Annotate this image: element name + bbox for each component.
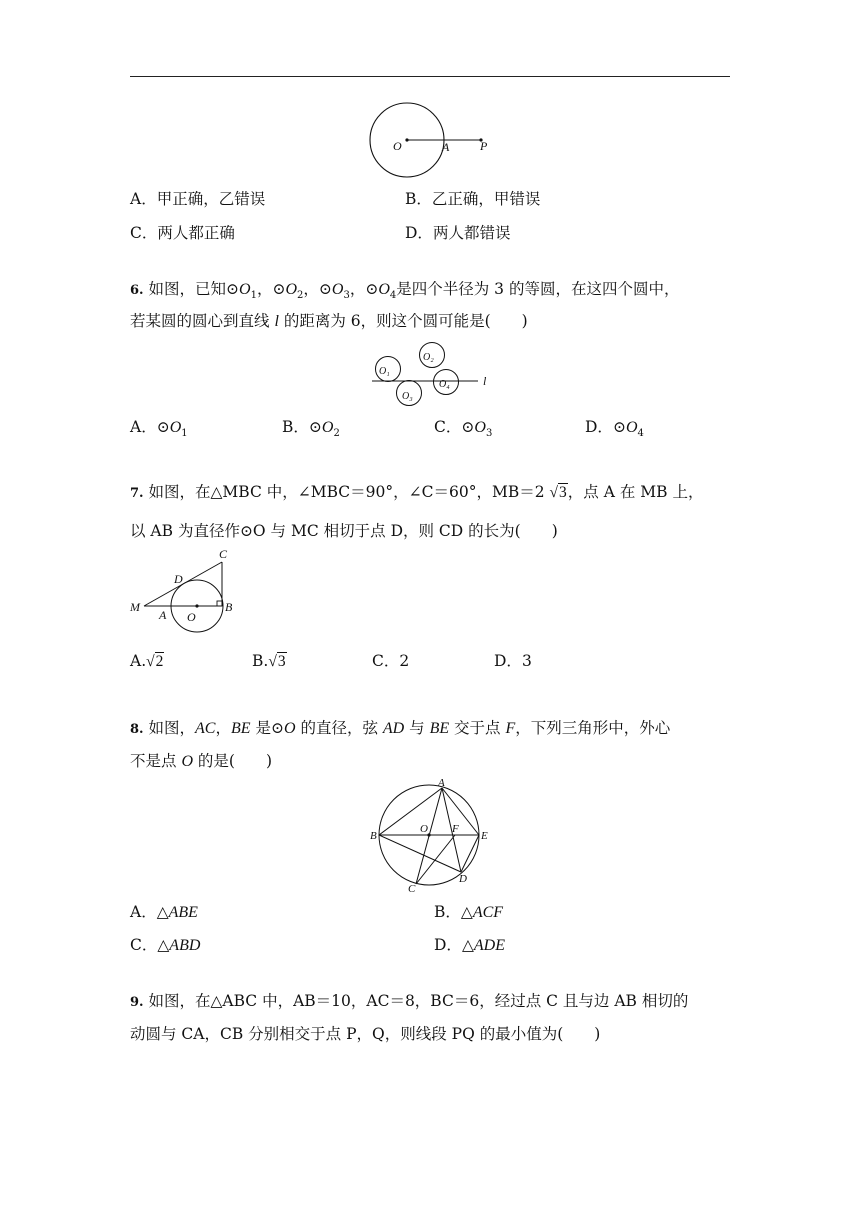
q5-label-o: O xyxy=(393,139,402,153)
q5-label-a: A xyxy=(442,140,450,154)
q5-point-o xyxy=(405,138,408,141)
q7-option-b[interactable]: B.√3 xyxy=(252,652,286,670)
q8-option-a[interactable]: A．△ABE xyxy=(130,903,198,921)
q7-stem-line2: 以 AB 为直径作⊙O 与 MC 相切于点 D，则 CD 的长为( ) xyxy=(130,522,558,540)
q7-right-angle xyxy=(217,601,222,606)
q8-label-b: B xyxy=(370,830,377,842)
q5-label-p: P xyxy=(480,139,488,153)
q6-label-l: l xyxy=(483,374,487,388)
q9-stem-line2: 动圆与 CA，CB 分别相交于点 P，Q，则线段 PQ 的最小值为( ) xyxy=(130,1025,601,1043)
q8-chord-ab xyxy=(379,788,442,835)
q7-stem-line1: 7. 如图，在△MBC 中，∠MBC＝90°，∠C＝60°，MB＝2 √3，点 A 在 MB 上， xyxy=(130,483,704,501)
q6-label-o2: O₂ xyxy=(423,352,434,363)
sqrt-3: √3 xyxy=(549,484,567,501)
q7-label-b: B xyxy=(225,600,233,614)
q8-label-o: O xyxy=(420,823,428,835)
q8-chord-cf xyxy=(416,835,455,884)
q8-label-a: A xyxy=(438,778,445,789)
q8-label-c: C xyxy=(408,883,416,894)
q7-point-o xyxy=(195,604,198,607)
q8-stem-line2: 不是点 O 的是( ) xyxy=(130,752,273,770)
q6-option-d[interactable]: D．$⊙O_4$ xyxy=(585,418,644,440)
q7-option-a[interactable]: A.√2 xyxy=(130,652,164,670)
q5-option-c[interactable]: C．两人都正确 xyxy=(130,224,235,242)
q7-label-m: M xyxy=(130,600,140,614)
q6-label-o3: O₃ xyxy=(402,391,413,402)
q7-option-c[interactable]: C．2 xyxy=(372,652,410,670)
q5-option-a[interactable]: A．甲正确，乙错误 xyxy=(130,190,266,208)
q6-option-a[interactable]: A．$⊙O_1$ xyxy=(130,418,188,440)
q8-stem-line1: 8. 如图，AC，BE 是⊙O 的直径，弦 AD 与 BE 交于点 F，下列三角形中，外心 xyxy=(130,719,671,737)
q7-label-o: O xyxy=(187,610,196,624)
q7-label-c: C xyxy=(219,547,228,561)
q7-option-d[interactable]: D．3 xyxy=(494,652,532,670)
q6-stem-line2: 若某圆的圆心到直线 l 的距离为 6，则这个圆可能是( ) xyxy=(130,312,528,330)
q5-option-b[interactable]: B．乙正确，甲错误 xyxy=(405,190,541,208)
q6-label-o1: O₁ xyxy=(379,366,390,377)
q8-option-d[interactable]: D．△ADE xyxy=(434,936,505,954)
header-rule xyxy=(130,76,730,77)
q5-option-d[interactable]: D．两人都错误 xyxy=(405,224,511,242)
q6-figure xyxy=(366,342,496,408)
q8-chord-bd xyxy=(379,835,461,872)
q6-option-c[interactable]: C．$⊙O_3$ xyxy=(434,418,493,440)
q7-figure xyxy=(126,546,244,636)
q7-label-d: D xyxy=(174,572,183,586)
q8-option-b[interactable]: B．△ACF xyxy=(434,903,504,921)
q9-stem-line1: 9. 如图，在△ABC 中，AB＝10，AC＝8，BC＝6，经过点 C 且与边 AB 相切的 xyxy=(130,992,689,1010)
q6-label-o4: O₄ xyxy=(439,379,450,390)
q6-option-b[interactable]: B．$⊙O_2$ xyxy=(282,418,340,440)
q6-stem-line1: 6. 如图，已知$⊙O_1$，$⊙O_2$，$⊙O_3$，$⊙O_4$是四个半径为 3 的等圆，在这四个圆中， xyxy=(130,280,680,302)
q8-figure xyxy=(370,778,490,894)
q7-label-a: A xyxy=(159,608,167,622)
q5-figure xyxy=(360,100,500,180)
q8-label-d: D xyxy=(459,873,467,885)
q8-chord-de xyxy=(461,835,479,872)
q8-label-e: E xyxy=(481,830,488,842)
q8-label-f: F xyxy=(452,823,459,835)
q8-option-c[interactable]: C．△ABD xyxy=(130,936,201,954)
